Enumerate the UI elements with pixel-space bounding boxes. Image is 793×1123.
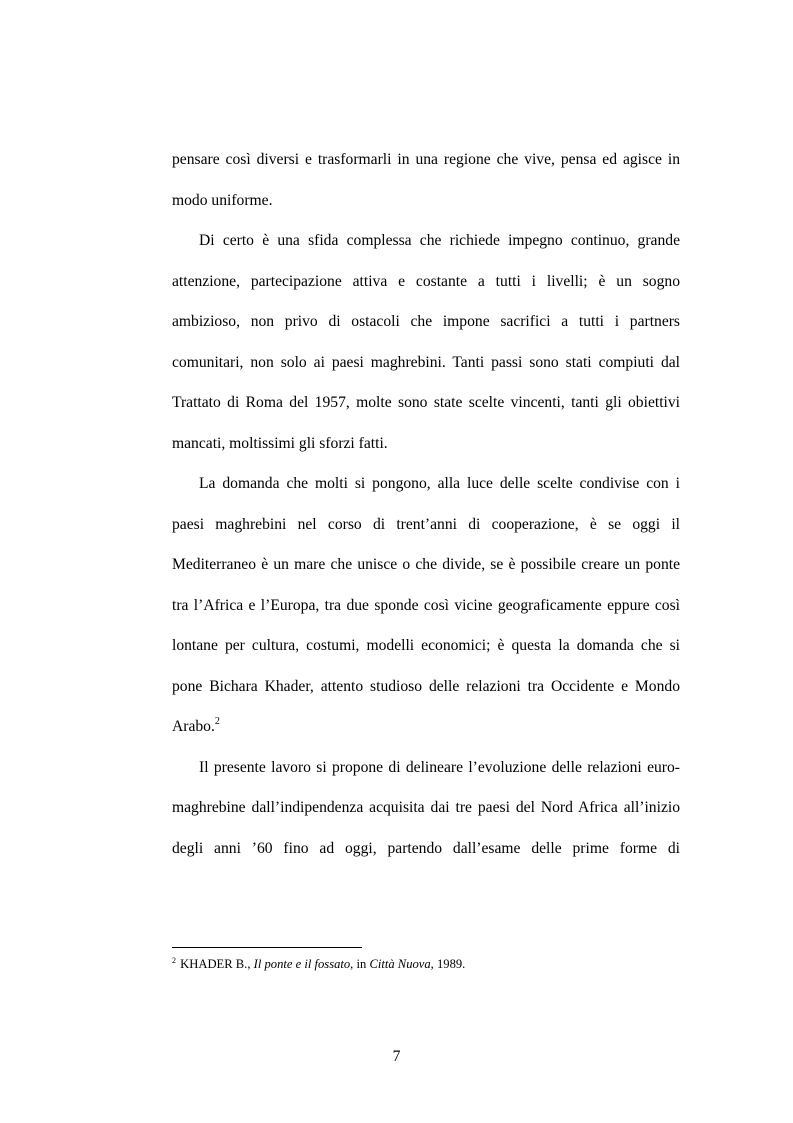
footnote-author: KHADER B., — [180, 957, 251, 971]
text-line: La domanda che molti si pongono, alla luce delle scelte condivise con i — [199, 475, 680, 492]
text-line: modo uniforme. — [172, 192, 273, 209]
text-line: pensare così diversi e trasformarli in una regione che vive, pensa ed agisce in — [172, 151, 680, 168]
text-line: Di certo è una sfida complessa che richiede impegno continuo, grande — [199, 232, 680, 249]
footnote-year: 1989. — [436, 957, 466, 971]
text-line: tra l’Africa e l’Europa, tra due sponde così vicine geograficamente eppure così — [172, 597, 680, 614]
text-line: ambizioso, non privo di ostacoli che impone sacrifici a tutti i partners — [172, 313, 680, 330]
text-line: Mediterraneo è un mare che unisce o che divide, se è possibile creare un ponte — [172, 556, 680, 573]
text-line: pone Bichara Khader, attento studioso delle relazioni tra Occidente e Mondo — [172, 678, 680, 695]
footnote-title: Il ponte e il fossato, — [253, 957, 354, 971]
footnote-marker: 2 — [172, 956, 176, 965]
text-line: attenzione, partecipazione attiva e costante a tutti i livelli; è un sogno — [172, 273, 680, 290]
text-line: mancati, moltissimi gli sforzi fatti. — [172, 435, 388, 452]
text-line: maghrebine dall’indipendenza acquisita dai tre paesi del Nord Africa all’inizio — [172, 799, 680, 816]
text-line: lontane per cultura, costumi, modelli economici; è questa la domanda che si — [172, 637, 680, 654]
footnote-source: Città Nuova, — [369, 957, 434, 971]
footnote-divider — [172, 947, 362, 948]
footnote — [172, 956, 465, 972]
page-number: 7 — [392, 1048, 401, 1065]
footnote-reference[interactable]: 2 — [214, 716, 220, 727]
text-line: Il presente lavoro si propone di delineare l’evoluzione delle relazioni euro- — [199, 759, 680, 776]
text-line: comunitari, non solo ai paesi maghrebini. Tanti passi sono stati compiuti dal — [172, 354, 680, 371]
text-line-content: Arabo. — [172, 718, 215, 735]
text-line: degli anni ’60 fino ad oggi, partendo dall’esame delle prime forme di — [172, 840, 680, 857]
text-line: paesi maghrebini nel corso di trent’anni di cooperazione, è se oggi il — [172, 516, 680, 533]
footnote-in: in — [356, 957, 367, 971]
text-line — [172, 717, 680, 737]
text-line: Trattato di Roma del 1957, molte sono state scelte vincenti, tanti gli obiettivi — [172, 394, 680, 411]
